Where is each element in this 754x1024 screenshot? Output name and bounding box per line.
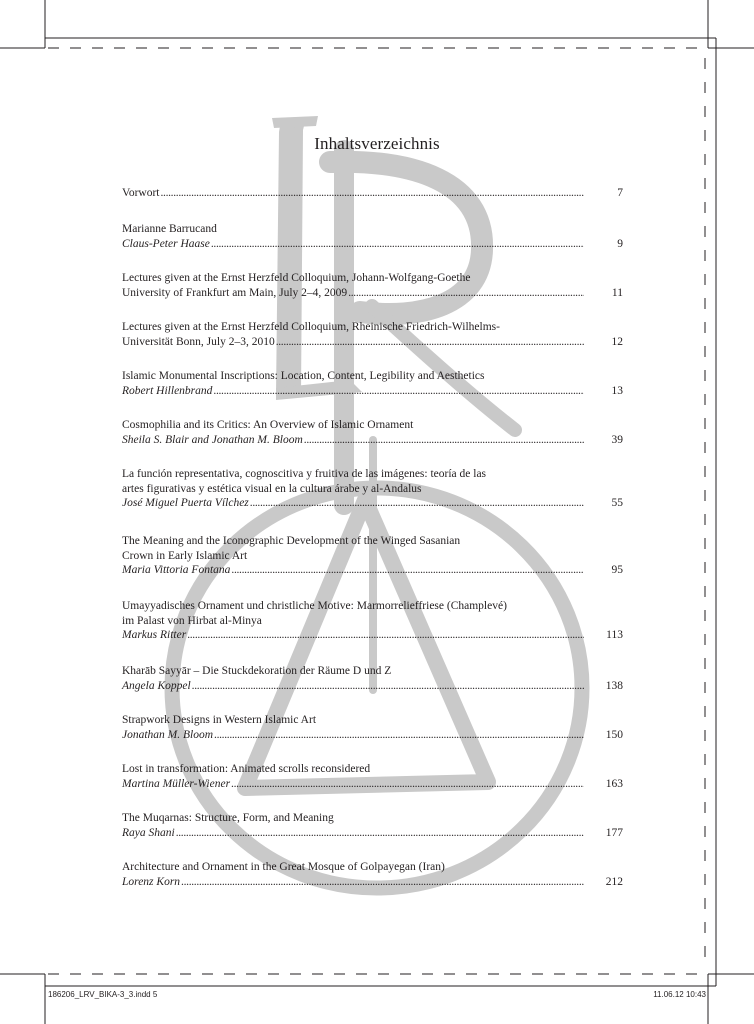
dot-leader <box>214 728 584 743</box>
dot-leader <box>304 433 584 448</box>
toc-entry <box>122 860 623 889</box>
toc-entry <box>122 320 623 349</box>
toc-entry-title: Architecture and Ornament in the Great Mosque of Golpayegan (Iran) <box>122 861 445 873</box>
toc-entry-author: Sheila S. Blair and Jonathan M. Bloom <box>122 433 303 446</box>
toc-entry-author: José Miguel Puerta Vílchez <box>122 497 249 509</box>
toc-entry-author: Markus Ritter <box>122 629 187 641</box>
toc-entry-author: Robert Hillenbrand <box>122 384 213 397</box>
toc-entry <box>122 534 623 578</box>
toc-entry-author: Jonathan M. Bloom <box>122 728 214 741</box>
dot-leader <box>250 496 584 511</box>
toc-entry <box>122 418 623 447</box>
toc-page-number: 177 <box>605 826 623 839</box>
toc-entry <box>122 369 623 398</box>
page-title: Inhaltsverzeichnis <box>314 134 440 153</box>
toc-entry-author: Angela Koppel <box>122 679 191 692</box>
toc-page-number: 9 <box>617 237 623 250</box>
toc-entry <box>122 222 623 251</box>
toc-entry-author: Maria Vittoria Fontana <box>122 564 231 576</box>
toc-page-number: 95 <box>611 564 623 576</box>
toc-entry-title: The Muqarnas: Structure, Form, and Meaning <box>122 812 334 824</box>
dot-leader <box>187 628 584 643</box>
toc-page-number: 39 <box>611 433 623 446</box>
toc-page-number: 12 <box>611 335 623 348</box>
toc-entry-title: Islamic Monumental Inscriptions: Location, Content, Legibility and Aesthetics <box>122 370 485 382</box>
dot-leader <box>160 186 584 201</box>
toc-entry-title: Marianne Barrucand <box>122 223 217 235</box>
toc-entry-title: Lectures given at the Ernst Herzfeld Colloquium, Johann-Wolfgang-Goethe <box>122 272 471 284</box>
dot-leader <box>348 286 584 301</box>
toc-entry-title: Lectures given at the Ernst Herzfeld Colloquium, Rheinische Friedrich-Wilhelms- <box>122 321 500 333</box>
toc-entry-title: La función representativa, cognoscitiva y fruitiva de las imágenes: teoría de las <box>122 468 487 480</box>
toc-entry <box>122 762 623 791</box>
dot-leader <box>192 679 584 694</box>
toc-page-number: 212 <box>605 875 623 888</box>
slug-file-name: 186206_LRV_BIKA-3_3.indd 5 <box>48 990 158 999</box>
toc-entry-author: Martina Müller-Wiener <box>122 777 231 790</box>
toc-entry-title: Vorwort <box>122 187 160 199</box>
toc-entry-title: im Palast von Hirbat al-Minya <box>122 614 262 627</box>
toc-page-number: 55 <box>611 497 623 509</box>
dot-leader <box>176 826 584 841</box>
toc-entry <box>122 271 623 300</box>
toc-entry <box>122 664 623 693</box>
toc-page-number: 11 <box>611 286 623 299</box>
toc-entry-title: The Meaning and the Iconographic Development of the Winged Sasanian <box>122 535 461 547</box>
toc-entry-author: Lorenz Korn <box>122 875 181 888</box>
dot-leader <box>231 563 584 578</box>
toc-page-number: 150 <box>605 728 623 741</box>
toc-entry-author: Raya Shani <box>122 826 175 839</box>
toc-entry <box>122 713 623 742</box>
toc-page-number: 7 <box>617 187 623 199</box>
dot-leader <box>181 875 584 890</box>
toc-page-number: 138 <box>605 679 623 692</box>
toc-page-number: 163 <box>605 777 623 790</box>
dot-leader <box>231 777 584 792</box>
toc-entry-title: Universität Bonn, July 2–3, 2010 <box>122 335 275 348</box>
dot-leader <box>276 335 584 350</box>
toc-entry-title: Kharāb Sayyār – Die Stuckdekoration der Räume D und Z <box>122 665 392 677</box>
dot-leader <box>211 237 584 252</box>
toc-entry <box>122 811 623 840</box>
toc-entry <box>122 467 623 511</box>
toc-entry-title: Cosmophilia and its Critics: An Overview of Islamic Ornament <box>122 419 414 431</box>
toc-entry <box>122 186 623 201</box>
toc-entry-title: Strapwork Designs in Western Islamic Art <box>122 714 317 726</box>
toc-page-number: 13 <box>611 384 623 397</box>
slug-timestamp: 11.06.12 10:43 <box>653 990 706 999</box>
dot-leader <box>213 384 584 399</box>
toc-entry-title: University of Frankfurt am Main, July 2–4, 2009 <box>122 286 348 299</box>
toc-entry-title: artes figurativas y estética visual en la cultura árabe y al-Andalus <box>122 482 422 495</box>
toc-entry-title: Lost in transformation: Animated scrolls reconsidered <box>122 763 371 775</box>
toc-entry-title: Umayyadisches Ornament und christliche Motive: Marmorrelieffriese (Champlevé) <box>122 600 507 612</box>
toc-page-number: 113 <box>606 629 623 641</box>
toc-entry-author: Claus-Peter Haase <box>122 237 210 250</box>
toc-entry-title: Crown in Early Islamic Art <box>122 549 248 562</box>
toc-entry <box>122 599 623 643</box>
